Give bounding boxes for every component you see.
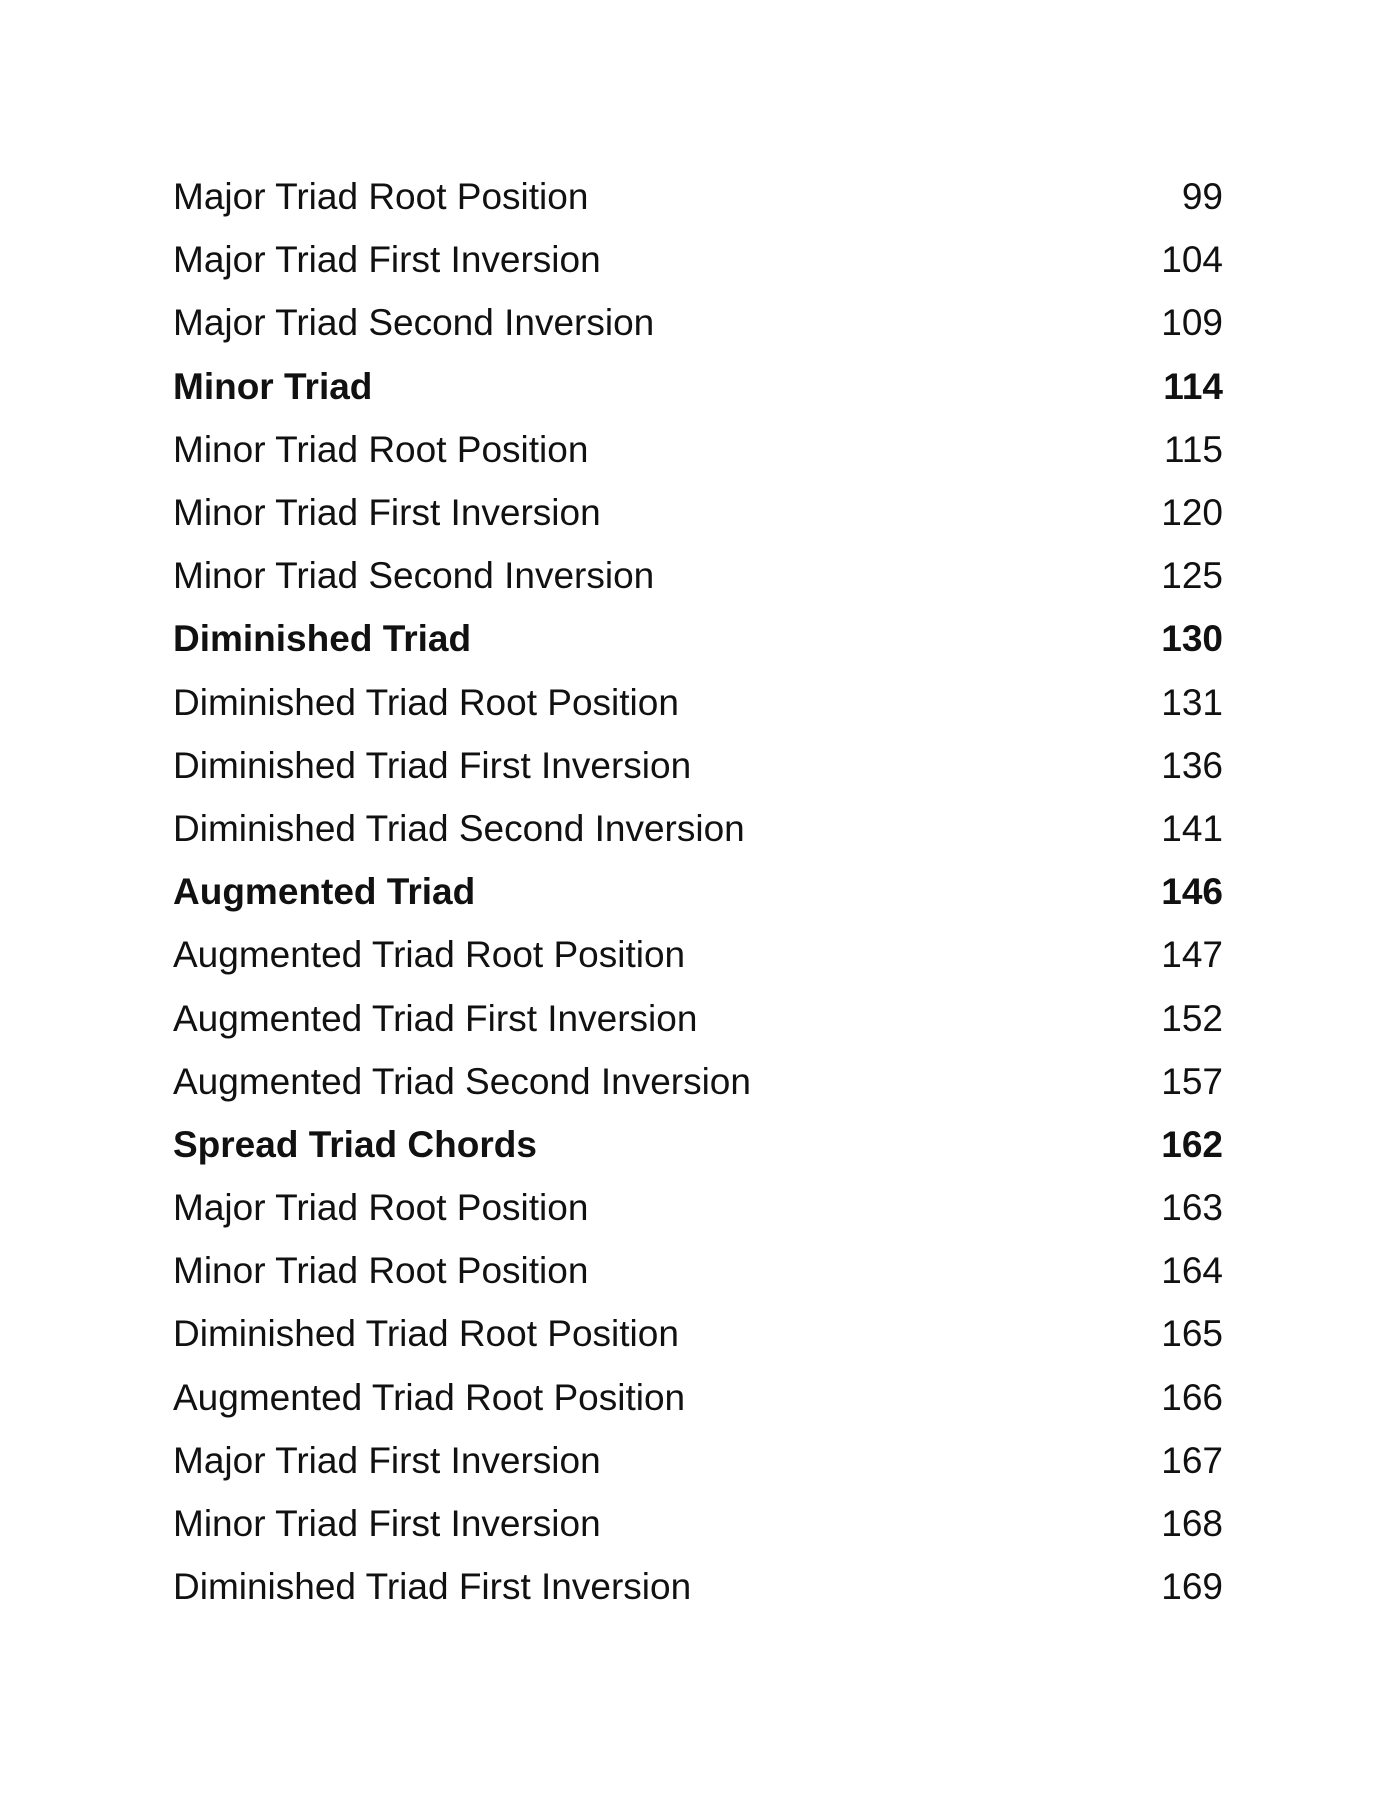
toc-entry[interactable]: [173, 544, 1223, 607]
toc-entry[interactable]: [173, 1429, 1223, 1492]
toc-entry-page: 115: [1164, 428, 1223, 470]
toc-entry-title: Diminished Triad Root Position: [173, 681, 679, 723]
toc-entry-page: 99: [1181, 176, 1223, 218]
toc-entry-page: 109: [1161, 302, 1223, 344]
toc-entry-page: 167: [1161, 1439, 1223, 1481]
toc-entry-title: Diminished Triad Root Position: [173, 1313, 679, 1355]
toc-section-page: 146: [1161, 871, 1223, 913]
toc-entry[interactable]: [173, 481, 1223, 544]
toc-entry-page: 104: [1161, 239, 1223, 281]
toc-section-title: Diminished Triad: [173, 618, 472, 660]
toc-entry[interactable]: [173, 986, 1223, 1049]
toc-entry-title: Major Triad Root Position: [173, 176, 589, 218]
toc-entry[interactable]: [173, 923, 1223, 986]
toc-entry-page: 165: [1161, 1313, 1223, 1355]
toc-entry-title: Major Triad Second Inversion: [173, 302, 655, 344]
toc-section-title: Minor Triad: [173, 365, 373, 407]
toc-section-heading[interactable]: [173, 1113, 1223, 1176]
toc-entry-page: 168: [1161, 1503, 1223, 1545]
toc-entry[interactable]: [173, 1366, 1223, 1429]
toc-section-page: 162: [1161, 1123, 1223, 1165]
toc-entry[interactable]: [173, 228, 1223, 291]
toc-entry-title: Augmented Triad First Inversion: [173, 997, 698, 1039]
toc-entry-title: Diminished Triad First Inversion: [173, 744, 692, 786]
toc-entry[interactable]: [173, 1492, 1223, 1555]
toc-section-page: 130: [1161, 618, 1223, 660]
toc-entry[interactable]: [173, 291, 1223, 354]
toc-section-heading[interactable]: [173, 860, 1223, 923]
toc-section-heading[interactable]: [173, 607, 1223, 670]
toc-entry-page: 120: [1161, 492, 1223, 534]
toc-entry-title: Augmented Triad Root Position: [173, 934, 686, 976]
toc-entry-title: Major Triad First Inversion: [173, 239, 601, 281]
toc-entry-page: 166: [1161, 1376, 1223, 1418]
toc-entry-page: 141: [1161, 807, 1223, 849]
toc-entry-title: Major Triad First Inversion: [173, 1439, 601, 1481]
toc-section-title: Augmented Triad: [173, 871, 476, 913]
toc-entry-title: Minor Triad Root Position: [173, 428, 589, 470]
toc-entry-page: 152: [1161, 997, 1223, 1039]
toc-entry[interactable]: [173, 1239, 1223, 1302]
toc-section-page: 114: [1163, 365, 1223, 407]
toc-entry[interactable]: [173, 1555, 1223, 1618]
toc-entry-page: 147: [1161, 934, 1223, 976]
toc-entry-title: Diminished Triad Second Inversion: [173, 807, 745, 849]
toc-entry[interactable]: [173, 1302, 1223, 1365]
toc-entry-title: Augmented Triad Second Inversion: [173, 1060, 751, 1102]
toc-entry-page: 125: [1161, 555, 1223, 597]
toc-entry-title: Diminished Triad First Inversion: [173, 1566, 692, 1608]
toc-entry-page: 163: [1161, 1187, 1223, 1229]
toc-entry-title: Minor Triad Root Position: [173, 1250, 589, 1292]
toc-entry-page: 131: [1161, 681, 1223, 723]
toc-entry[interactable]: [173, 671, 1223, 734]
toc-entry-page: 164: [1161, 1250, 1223, 1292]
toc-entry-title: Minor Triad First Inversion: [173, 492, 601, 534]
table-of-contents: [173, 165, 1223, 1618]
toc-section-title: Spread Triad Chords: [173, 1123, 537, 1165]
toc-entry-page: 157: [1161, 1060, 1223, 1102]
toc-entry-title: Augmented Triad Root Position: [173, 1376, 686, 1418]
toc-entry[interactable]: [173, 734, 1223, 797]
toc-entry-title: Major Triad Root Position: [173, 1187, 589, 1229]
toc-section-heading[interactable]: [173, 355, 1223, 418]
toc-entry[interactable]: [173, 1050, 1223, 1113]
toc-entry[interactable]: [173, 165, 1223, 228]
toc-entry[interactable]: [173, 418, 1223, 481]
toc-entry-title: Minor Triad First Inversion: [173, 1503, 601, 1545]
toc-entry-page: 136: [1161, 744, 1223, 786]
toc-entry-page: 169: [1161, 1566, 1223, 1608]
toc-entry[interactable]: [173, 1176, 1223, 1239]
toc-entry-title: Minor Triad Second Inversion: [173, 555, 655, 597]
toc-entry[interactable]: [173, 797, 1223, 860]
